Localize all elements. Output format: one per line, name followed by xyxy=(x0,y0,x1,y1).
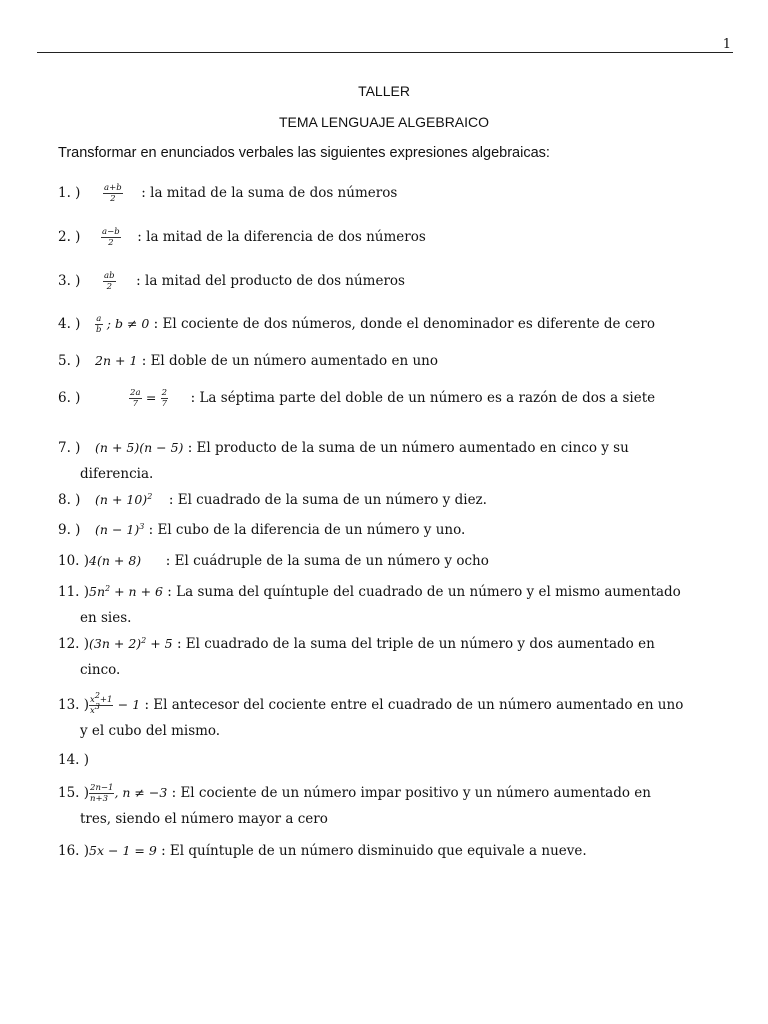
exercise-text: : El cubo de la diferencia de un número y uno. xyxy=(148,522,466,538)
exercise-7 xyxy=(58,435,733,487)
math-fraction: $\frac{a-b}{2}$ xyxy=(102,227,120,248)
exercise-text: : La séptima parte del doble de un número es a razón de dos a siete xyxy=(190,390,656,406)
exercise-text: : El cuadrado de la suma de un número y diez. xyxy=(168,492,487,508)
exercise-8 xyxy=(58,487,733,513)
document-title: TALLER xyxy=(358,83,410,99)
exercise-16 xyxy=(58,838,733,864)
exercise-label: 16. ) xyxy=(58,843,90,859)
exercise-9 xyxy=(58,517,733,543)
exercise-label: 12. ) xyxy=(58,636,90,652)
exercise-label: 4. ) xyxy=(58,316,81,332)
exercise-label: 15. ) xyxy=(58,785,90,801)
exercise-11 xyxy=(58,579,733,631)
exercise-text: : La suma del quíntuple del cuadrado de un número y el mismo aumentado xyxy=(167,584,681,600)
math-fraction: $\frac{2a}{7}$ xyxy=(130,388,141,409)
math-expression: 2n + 1 xyxy=(95,353,138,368)
exercise-14 xyxy=(58,747,733,773)
math-fraction: $\frac{x^2+1}{x^3}$ xyxy=(90,691,113,716)
math-fraction: $\frac{a+b}{2}$ xyxy=(104,183,122,204)
instructions: Transformar en enunciados verbales las siguientes expresiones algebraicas: xyxy=(58,145,550,161)
exercise-continuation: y el cubo del mismo. xyxy=(80,723,221,739)
exercise-continuation: tres, siendo el número mayor a cero xyxy=(80,811,328,827)
math-fraction: $\frac{a}{b}$ xyxy=(96,314,102,335)
math-expression: $(3n + 2)^2 + 5$ xyxy=(89,635,173,651)
exercise-text: : El antecesor del cociente entre el cuadrado de un número aumentado en uno xyxy=(144,697,684,713)
exercise-label: 7. ) xyxy=(58,440,81,456)
exercise-1 xyxy=(58,180,733,206)
exercise-label: 14. ) xyxy=(58,752,90,768)
exercise-text: : la mitad de la suma de dos números xyxy=(141,185,398,201)
exercise-label: 8. ) xyxy=(58,492,81,508)
math-expression: $(n - 1)^3$ xyxy=(95,521,145,537)
exercise-12 xyxy=(58,631,733,683)
exercise-15 xyxy=(58,780,733,832)
math-expression: 4(n + 8) xyxy=(89,553,142,568)
exercise-label: 11. ) xyxy=(58,584,90,600)
exercise-text: : la mitad del producto de dos números xyxy=(136,273,405,289)
exercise-5 xyxy=(58,348,733,374)
exercise-text: : El cuádruple de la suma de un número y ocho xyxy=(165,553,489,569)
exercise-text: : El cociente de dos números, donde el denominador es diferente de cero xyxy=(153,316,655,332)
exercise-text: : El quíntuple de un número disminuido que equivale a nueve. xyxy=(161,843,587,859)
math-fraction: $\frac{2}{7}$ xyxy=(161,388,168,409)
math-equals: = xyxy=(145,390,157,405)
exercise-label: 3. ) xyxy=(58,273,81,289)
math-expression: $5n^2 + n + 6$ xyxy=(89,583,163,599)
exercise-13 xyxy=(58,692,733,744)
exercise-label: 9. ) xyxy=(58,522,81,538)
exercise-label: 2. ) xyxy=(58,229,81,245)
exercise-text: : El doble de un número aumentado en uno xyxy=(141,353,438,369)
exercise-label: 5. ) xyxy=(58,353,81,369)
exercise-text: : El cociente de un número impar positivo y un número aumentado en xyxy=(171,785,651,801)
header-rule xyxy=(37,52,733,53)
exercise-4 xyxy=(58,311,733,337)
exercise-text: : El producto de la suma de un número aumentado en cinco y su xyxy=(187,440,629,456)
exercise-6 xyxy=(58,385,733,411)
math-fraction: $\frac{ab}{2}$ xyxy=(104,271,115,292)
math-expression: − 1 xyxy=(117,697,141,712)
math-expression: 5x − 1 = 9 xyxy=(89,843,157,858)
exercise-3 xyxy=(58,268,733,294)
exercise-text: : la mitad de la diferencia de dos números xyxy=(137,229,426,245)
math-condition: , n ≠ −3 xyxy=(114,785,168,800)
exercise-text: : El cuadrado de la suma del triple de un número y dos aumentado en xyxy=(176,636,655,652)
math-expression: (n + 5)(n − 5) xyxy=(95,440,184,455)
math-condition: ; b ≠ 0 xyxy=(106,316,150,331)
document-subtitle: TEMA LENGUAJE ALGEBRAICO xyxy=(278,114,490,130)
exercise-label: 10. ) xyxy=(58,553,90,569)
exercise-2 xyxy=(58,224,733,250)
exercise-label: 1. ) xyxy=(58,185,81,201)
math-fraction: $\frac{2n-1}{n+3}$ xyxy=(90,783,114,804)
exercise-10 xyxy=(58,548,733,574)
exercise-continuation: cinco. xyxy=(80,662,121,678)
page-number: 1 xyxy=(722,37,731,52)
exercise-label: 13. ) xyxy=(58,697,90,713)
math-expression: $(n + 10)^2$ xyxy=(95,491,153,507)
exercise-continuation: diferencia. xyxy=(80,466,154,482)
exercise-label: 6. ) xyxy=(58,390,81,406)
exercise-continuation: en sies. xyxy=(80,610,132,626)
